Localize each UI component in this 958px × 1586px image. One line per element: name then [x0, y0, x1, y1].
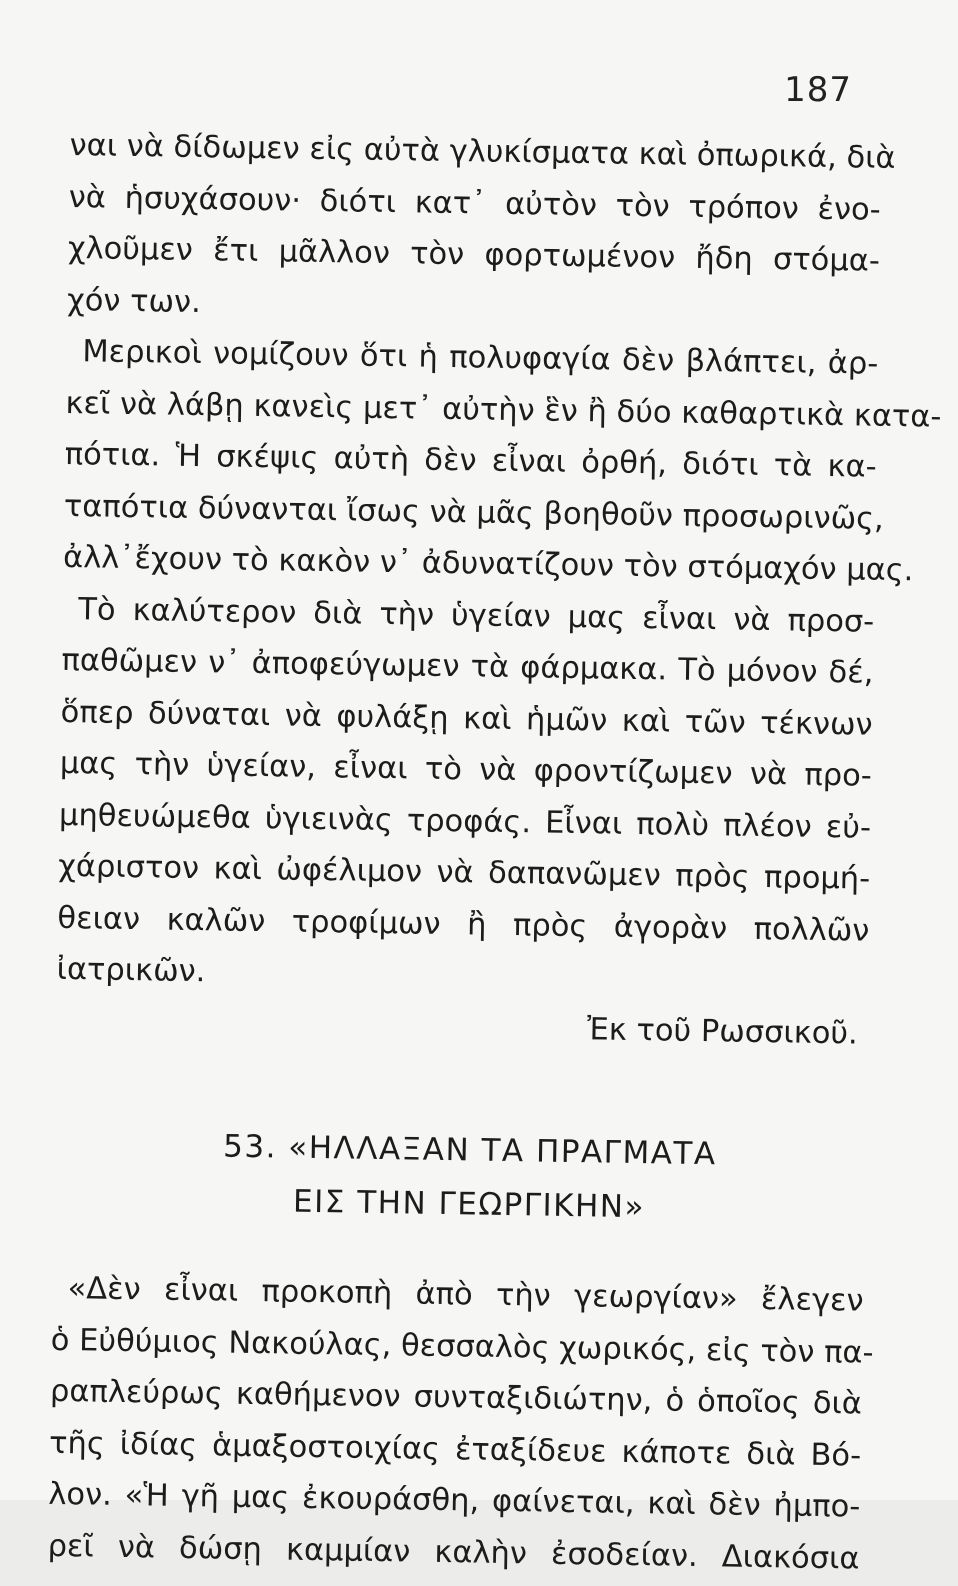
text-line: θειαν καλῶν τροφίμων ἢ πρὸς ἀγορὰν πολλῶν — [57, 900, 870, 949]
section-heading-line-2: ΕΙΣ ΤΗΝ ΓΕΩΡΓΙΚΗΝ» — [292, 1183, 646, 1226]
text-line: παθῶμεν ν᾽ ἀποφεύγωμεν τὰ φάρμακα. Τὸ μόνον δέ, — [61, 642, 874, 691]
text-line: ταπότια δύνανται ἴσως νὰ μᾶς βοηθοῦν προσωρινῶς, — [63, 488, 885, 537]
paragraph-1 — [66, 120, 896, 339]
source-attribution: Ἐκ τοῦ Ρωσσικοῦ. — [586, 1011, 859, 1051]
text-line: ὅπερ δύναται νὰ φυλάξῃ καὶ ἡμῶν καὶ τῶν τέκνων — [60, 694, 873, 743]
text-line: ναι νὰ δίδωμεν εἰς αὐτὰ γλυκίσματα καὶ ὀπωρικά, διὰ — [69, 127, 896, 176]
paragraph-4 — [47, 1263, 874, 1585]
text-line: Μερικοὶ νομίζουν ὅτι ἡ πολυφαγία δὲν βλάπτει, ἀρ- — [82, 334, 879, 382]
text-line: χλοῦμεν ἔτι μᾶλλον τὸν φορτωμένον ἤδη στόμα- — [67, 230, 881, 279]
text-line: νὰ ἡσυχάσουν· διότι κατ᾽ αὐτὸν τὸν τρόπον ἐνο- — [68, 179, 881, 228]
text-line: λον. «Ἡ γῆ μας ἐκουράσθη, φαίνεται, καὶ δὲν ἠμπο- — [48, 1476, 861, 1525]
text-line: χάριστον καὶ ὠφέλιμον νὰ δαπανῶμεν πρὸς προμή- — [57, 848, 871, 897]
text-line: κεῖ νὰ λάβῃ κανεὶς μετ᾽ αὐτὴν ἓν ἢ δύο καθαρτικὰ κατα- — [65, 385, 942, 435]
paragraph-2 — [62, 326, 942, 596]
text-line: «Δὲν εἶναι προκοπὴ ἀπὸ τὴν γεωργίαν» ἔλεγεν — [67, 1271, 864, 1319]
text-line: τῆς ἰδίας ἁμαξοστοιχίας ἐταξίδευε κάποτε διὰ Βό- — [48, 1425, 862, 1474]
text-line: ρεῖ νὰ δώσῃ καμμίαν καλὴν ἐσοδείαν. Διακόσια — [47, 1528, 860, 1577]
body-text — [47, 120, 942, 1585]
text-line: Τὸ καλύτερον διὰ τὴν ὑγείαν μας εἶναι νὰ προσ- — [78, 591, 875, 640]
text-line: χόν των. — [66, 282, 202, 320]
page-number: 187 — [784, 70, 852, 110]
text-line: ἀλλ᾽ἔχουν τὸ κακὸν ν᾽ ἀδυνατίζουν τὸν στόμαχόν μας. — [62, 539, 914, 589]
text-line: μας τὴν ὑγείαν, εἶναι τὸ νὰ φροντίζωμεν νὰ προ- — [59, 745, 873, 794]
text-line: πότια. Ἡ σκέψις αὐτὴ δὲν εἶναι ὀρθή, διότι τὰ κα- — [64, 436, 877, 485]
text-line: ἰατρικῶν. — [56, 951, 206, 990]
text-line: ὁ Εὐθύμιος Νακούλας, θεσσαλὸς χωρικός, εἰς τὸν πα- — [50, 1322, 874, 1371]
paragraph-3 — [56, 583, 874, 1008]
text-line: ραπλεύρως καθήμενον συνταξιδιώτην, ὁ ὁποῖος διὰ — [49, 1373, 863, 1422]
text-line: μηθευώμεθα ὑγιεινὰς τροφάς. Εἶναι πολὺ πλέον εὐ- — [58, 797, 872, 846]
section-heading-line-1: 53. «ΗΛΛΑΞΑΝ ΤΑ ΠΡΑΓΜΑΤΑ — [222, 1128, 717, 1173]
